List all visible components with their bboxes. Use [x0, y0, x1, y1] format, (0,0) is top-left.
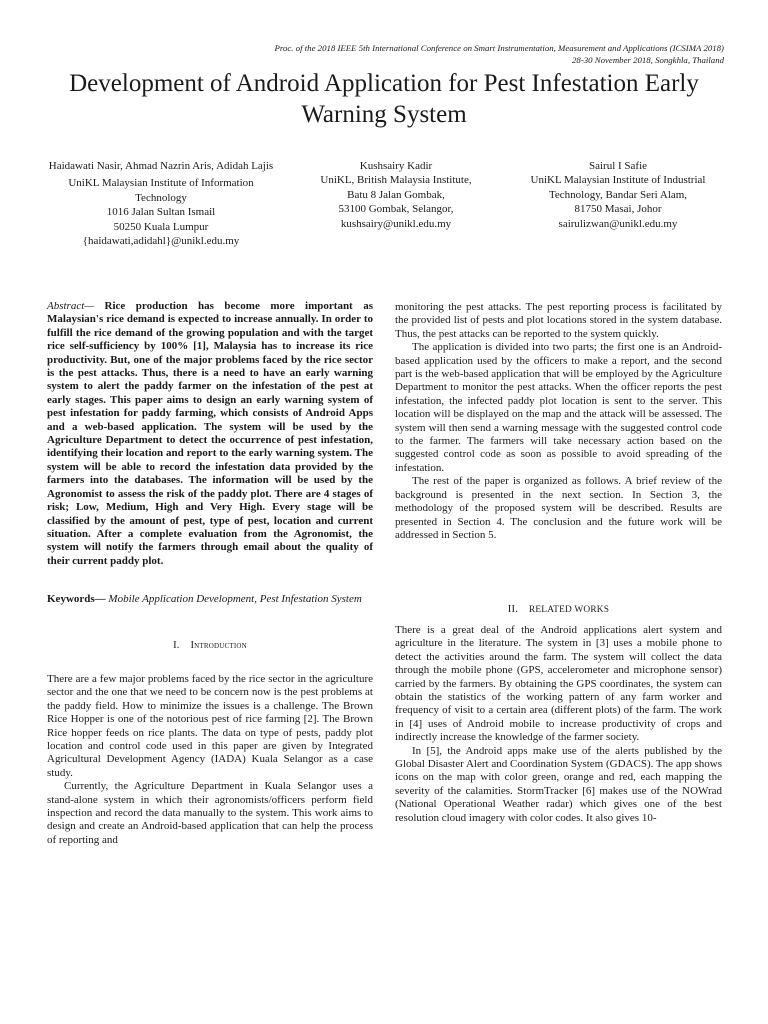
author-address-line-2: 53100 Gombak, Selangor,	[338, 203, 454, 216]
author-email: {haidawati,adidahl}@unikl.edu.my	[82, 235, 240, 248]
paragraph: The rest of the paper is organized as follows. A brief review of the background is presented in the next section. In Section 3, the methodology of the proposed system will be described. Results are presented in Section 4. The conclusion and the future work will be addressed in Section 5.	[395, 475, 722, 541]
header-line-1: Proc. of the 2018 IEEE 5th International Conference on Smart Instrumentation, Measurement and Applications (ICSIMA 2018)	[274, 43, 724, 53]
author-block-1	[44, 159, 278, 248]
paragraph: In [5], the Android apps make use of the alerts published by the Global Disaster Alert and Coordination System (GDACS). The app shows icons on the map with color green, orange and red, each mapping the severity of the calamities. StormTracker [6] makes use of the NOWrad (National Operational Weather radar) which gives one of the best resolution cloud imagery with color codes. It also gives 10-	[395, 744, 722, 824]
section-heading-related-works	[395, 604, 722, 615]
author-names: Sairul I Safie	[588, 160, 648, 172]
paragraph: There is a great deal of the Android applications alert system and agriculture in the literature. The system in [3] uses a mobile phone to detect the activities around the farm. The system will collect the data through the mobile phone (GPS, accelerometer and microphone sensor) carried by the farmers. By obtaining the GPS coordinates, the system can obtain the statistics of the working pattern of any farm worker and frequency of visit to a certain area (different plots) of the farm. The work in [4] uses of Android mobile to increase productivity of crops and indirectly increase the knowledge of the farmer society.	[395, 624, 722, 744]
related-works-body	[395, 624, 722, 825]
paper-title: Development of Android Application for Pest Infestation Early Warning System	[69, 70, 699, 128]
running-header	[84, 43, 724, 66]
author-block-2	[298, 159, 494, 231]
author-address-line-2: 50250 Kuala Lumpur	[113, 220, 209, 233]
author-affiliation: UniKL Malaysian Institute of Information Technology	[68, 177, 254, 204]
author-names: Kushsairy Kadir	[359, 160, 433, 172]
author-affiliation: UniKL Malaysian Institute of Industrial Technology, Bandar Seri Alam,	[530, 174, 706, 201]
author-names: Haidawati Nasir, Ahmad Nazrin Aris, Adidah Lajis	[48, 160, 274, 172]
paragraph: Currently, the Agriculture Department in Kuala Selangor uses a stand-alone system in which their agronomists/officers perform field inspection and record the data manually to the system. This work aims to design and create an Android-based application that can help the process of reporting and	[47, 780, 373, 846]
keywords-text: Mobile Application Development, Pest Infestation System	[105, 593, 362, 605]
section-number: I.	[173, 640, 180, 651]
paragraph: There are a few major problems faced by the rice sector in the agriculture sector and the one that we need to be concern now is the pest problems at the paddy field. How to minimize the issues is a challenge. The Brown Rice Hopper is one of the notorious pest of rice farming [2]. The Brown Rice hopper feeds on rice plants. The data on type of pests, paddy plot location and control code used in this paper are given by Integrated Agricultural Development Agency (IADA) Kuala Selangor as a case study.	[47, 673, 373, 779]
right-column-continuation	[395, 301, 722, 542]
author-block-3	[506, 159, 730, 231]
abstract	[47, 300, 373, 568]
paragraph: monitoring the pest attacks. The pest reporting process is facilitated by the provided list of pests and plot locations stored in the system database. Thus, the pest attacks can be reported to the system quickly.	[395, 301, 722, 340]
author-address-line-1: Batu 8 Jalan Gombak,	[347, 188, 445, 201]
abstract-text: Rice production has become more important as Malaysian's rice demand is expected to increase annually. In order to fulfill the rice demand of the growing population and with the target rice self-sufficiency by 100% [1], Malaysia has to increase its rice productivity. But, one of the major problems faced by the rice sector is the pest attacks. Thus, there is a need to have an early warning system to alert the paddy farmer on the infestation of the pest at early stages. This paper aims to design an early warning system of pest infestation for paddy farming, which consists of Android Apps and a web-based application. The system will be used by the Agriculture Department to detect the occurrence of pest infestation, identifying their location and report to the early warning system. The system will be able to record the infestation data provided by the farmers into the databases. The information will be used by the Agronomist to assess the risk of the paddy plot. There are 4 stages of risk; Low, Medium, High and Very High. Every stage will be classified by the amount of pest, type of pest, location and current situation. After a complete evaluation from the Agronomist, the system will notify the farmers through email about the quality of their current paddy plot.	[47, 300, 373, 567]
keywords-lead: Keywords—	[47, 593, 106, 605]
abstract-lead: Abstract—	[47, 300, 95, 312]
section-title: RELATED WORKS	[528, 605, 610, 615]
header-line-2: 28-30 November 2018, Songkhla, Thailand	[572, 54, 724, 65]
author-email: sairulizwan@unikl.edu.my	[558, 217, 678, 230]
section-title: Introduction	[190, 640, 247, 651]
author-address-line-1: 81750 Masai, Johor	[574, 203, 662, 216]
author-email: kushsairy@unikl.edu.my	[340, 217, 452, 230]
author-address-line-1: 1016 Jalan Sultan Ismail	[106, 206, 216, 219]
author-affiliation: UniKL, British Malaysia Institute,	[320, 174, 472, 187]
introduction-body	[47, 673, 373, 847]
paragraph: The application is divided into two parts; the first one is an Android-based application used by the officers to make a report, and the second part is the web-based application that will be employed by the Agriculture Department to monitor the pest attacks. When the officer reports the pest infestation, the infected paddy plot location is sent to the server. This location will be displayed on the map and the attack will be assessed. The system will then send a warning message with the suggested control code to the farmer. The farmers will take necessary action based on the suggested control code as soon as possible to avoid spreading of the infestation.	[395, 341, 722, 474]
section-number: II.	[507, 604, 519, 615]
section-heading-introduction	[47, 640, 373, 651]
keywords	[47, 593, 373, 606]
